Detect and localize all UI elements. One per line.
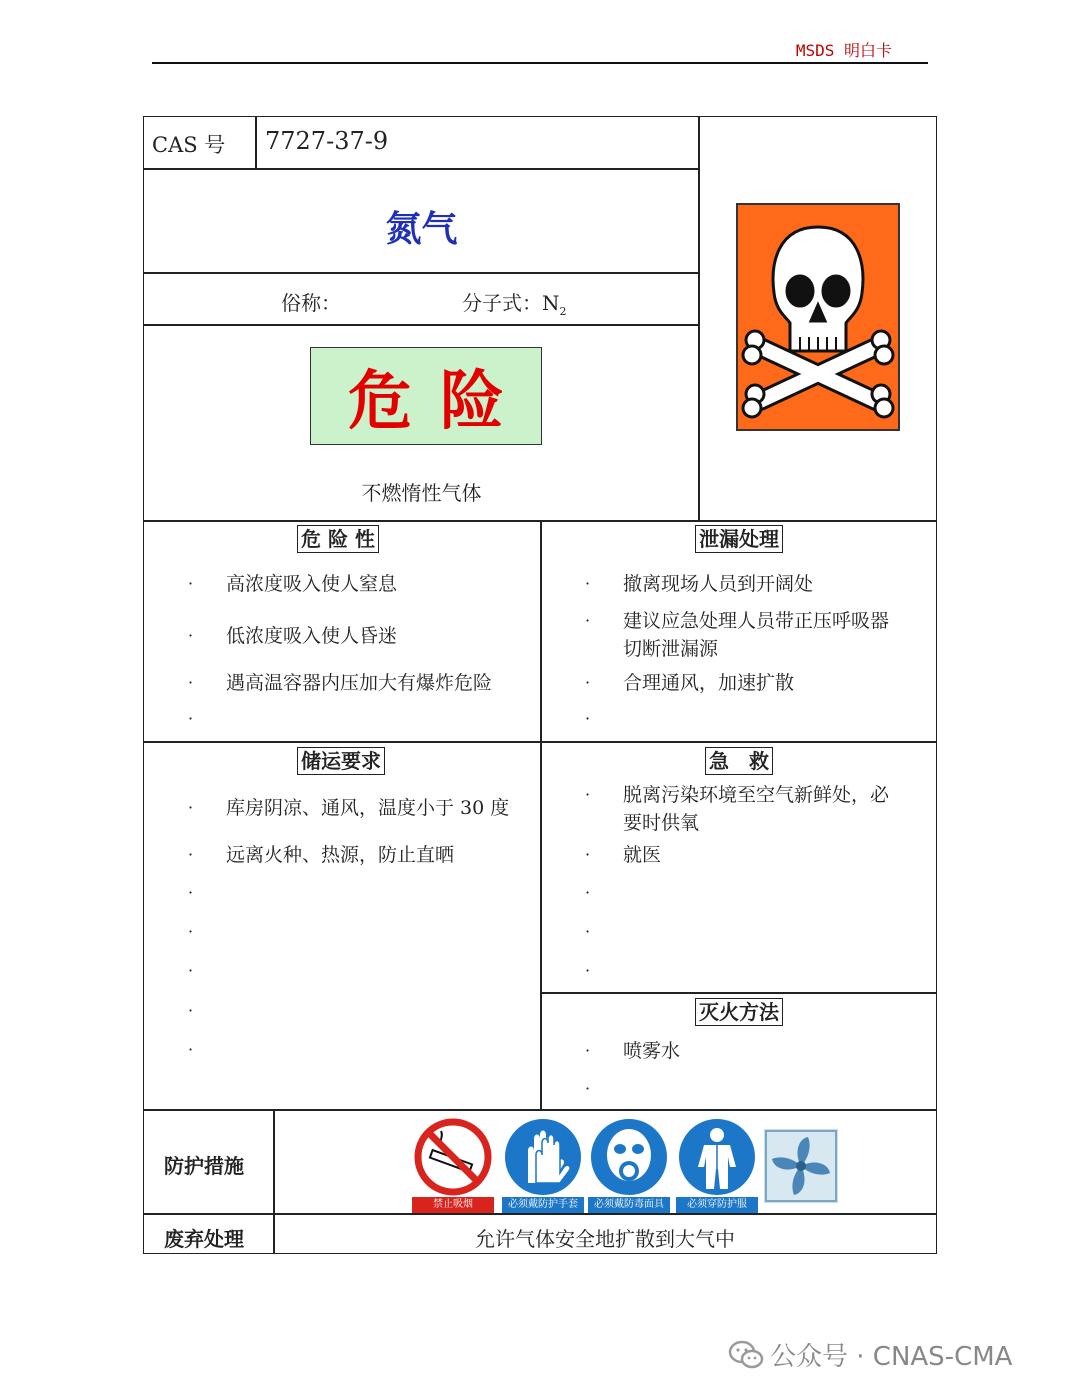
formula-subscript: 2 (559, 305, 567, 318)
sign-caption: 禁止吸烟 (412, 1197, 494, 1213)
alias-label: 俗称： (281, 291, 341, 315)
divider (144, 272, 699, 274)
divider (540, 520, 542, 1110)
signal-word: 危险 (348, 365, 532, 439)
section-title-fire: 灭火方法 (695, 998, 783, 1026)
watermark (728, 1336, 1012, 1373)
disposal-label: 废弃处理 (164, 1227, 244, 1251)
divider (144, 324, 699, 326)
formula (462, 287, 567, 318)
section-title-storage: 储运要求 (297, 747, 385, 775)
sign-caption: 必须戴防毒面具 (588, 1197, 670, 1213)
divider (255, 117, 257, 168)
ventilation-sign (764, 1129, 838, 1203)
gloves-icon (502, 1117, 584, 1197)
protective-suit-sign (676, 1117, 758, 1213)
formula-label: 分子式： (462, 291, 542, 315)
wechat-icon (728, 1340, 764, 1370)
skull-crossbones-icon (738, 205, 898, 429)
sign-caption: 必须戴防护手套 (502, 1197, 584, 1213)
header-divider (152, 62, 928, 64)
cas-label: CAS 号 (152, 133, 226, 157)
section-title-first-aid: 急 救 (705, 747, 773, 775)
protection-label: 防护措施 (164, 1154, 244, 1178)
divider (698, 117, 700, 521)
formula-symbol: N (542, 291, 560, 315)
divider (144, 1213, 936, 1215)
gas-mask-icon (588, 1117, 670, 1197)
section-title-hazards: 危 险 性 (297, 525, 379, 553)
no-smoking-sign (412, 1117, 494, 1213)
hazard-class: 不燃惰性气体 (361, 481, 482, 505)
toxic-skull-pictogram (736, 203, 900, 431)
cas-number: 7727-37-9 (265, 127, 389, 155)
header-label: MSDS 明白卡 (795, 41, 892, 60)
sign-caption: 必须穿防护服 (676, 1197, 758, 1213)
msds-card: CAS 号 7727-37-9 氮气 俗称： 分子式：$N_2$ 危险 不燃惰性气体 危 险 性 · 高浓度吸入使人窒息 · 低浓度吸入使人昏迷 · 遇高温容器内压加大有爆炸危险 · 泄漏处理 · 撤离现场人员到开阔处 · 建议应急处理人员带正压呼吸器 切断泄漏源 · 合理通风，加速扩散 · 储运要求 · 库房阴凉、通风，温度小于 30 度 · 远离火种、热源，防止直晒 · · · · · 急 救 · 脱离污染环境至空气新鲜处，必 要时供氧 · 就医 · · · 灭火方法 · 喷雾水 · 防护措施 禁止吸烟 必须戴防护手套 必须戴防毒面具 必须穿防护服 废弃处理 允许气体安全地扩散到大气中 (143, 116, 937, 1254)
watermark-text: 公众号 · CNAS-CMA (770, 1342, 1013, 1372)
ventilation-fan-icon (764, 1129, 838, 1203)
divider (144, 168, 699, 170)
gloves-sign (502, 1117, 584, 1213)
protective-suit-icon (676, 1117, 758, 1197)
signal-word-box (310, 347, 542, 445)
no-smoking-icon (412, 1117, 494, 1197)
chemical-name: 氮气 (385, 208, 458, 250)
disposal-text: 允许气体安全地扩散到大气中 (475, 1227, 735, 1251)
divider (540, 992, 936, 994)
gas-mask-sign (588, 1117, 670, 1213)
section-title-leak: 泄漏处理 (695, 525, 783, 553)
